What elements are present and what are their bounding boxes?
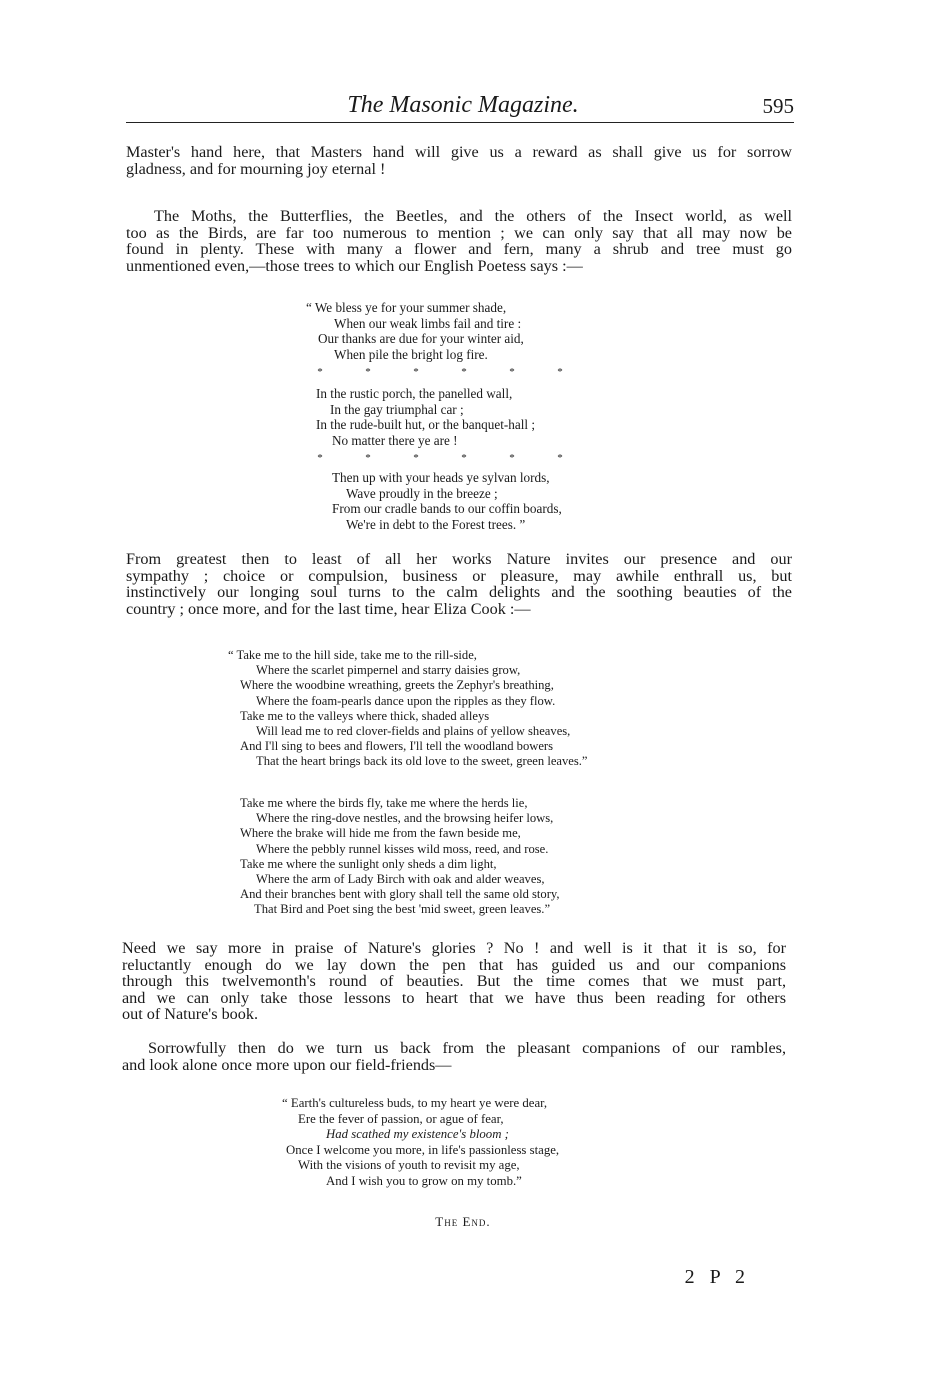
text-line: and look alone once more upon our field-friends— <box>122 1055 452 1074</box>
verse-line: That the heart brings back its old love to the sweet, green leaves.” <box>256 754 588 769</box>
verse-line: “ Earth's cultureless buds, to my heart ye were dear, <box>282 1096 548 1110</box>
star: * <box>509 366 515 378</box>
text-line: out of Nature's book. <box>122 1005 258 1023</box>
star: * <box>557 452 563 464</box>
header-rule <box>126 122 794 123</box>
text-line: and we can only take those lessons to heart that we have thus been reading for others <box>122 988 786 1007</box>
text-line: From greatest then to least of all her works Nature invites our presence and our <box>126 550 792 568</box>
page-number: 595 <box>762 94 794 118</box>
verse-line: Our thanks are due for your winter aid, <box>318 331 524 347</box>
verse-line: When pile the bright log fire. <box>334 346 488 362</box>
verse-line: In the rude-built hut, or the banquet-hall ; <box>316 417 535 433</box>
verse-line: Had scathed my existence's bloom ; <box>326 1127 509 1142</box>
verse-line: And I wish you to grow on my tomb.” <box>326 1173 522 1188</box>
verse-line: And I'll sing to bees and flowers, I'll tell the woodland bowers <box>240 739 554 754</box>
text-line: Master's hand here, that Masters hand will give us a reward as shall give us for sorrow <box>126 143 792 161</box>
star: * <box>365 452 371 464</box>
verse-line: Where the pebbly runnel kisses wild moss, reed, and rose. <box>256 841 549 856</box>
verse-line: Wave proudly in the breeze ; <box>346 485 498 501</box>
text-line: country ; once more, and for the last time, hear Eliza Cook :— <box>126 599 531 618</box>
verse-line: Then up with your heads ye sylvan lords, <box>332 470 550 485</box>
star: * <box>413 366 419 378</box>
star: * <box>557 366 563 378</box>
verse-line: In the gay triumphal car ; <box>330 401 464 417</box>
text-line: The Moths, the Butterflies, the Beetles, and the others of the Insect world, as well <box>154 207 792 225</box>
verse-line: Will lead me to red clover-fields and plains of yellow sheaves, <box>256 724 571 739</box>
star-separator <box>296 452 584 464</box>
paragraph-5 <box>122 1040 786 1073</box>
verse-line: From our cradle bands to our coffin boards, <box>332 501 562 517</box>
text-line: sympathy ; choice or compulsion, business or pleasure, may awhile enthrall us, but <box>126 566 792 585</box>
verse-line: We're in debt to the Forest trees. ” <box>346 516 526 532</box>
text-line: reluctantly enough do we lay down the pen that has guided us and our companions <box>122 955 786 974</box>
running-title: The Masonic Magazine. <box>347 92 579 118</box>
verse-line: Where the woodbine wreathing, greets the Zephyr's breathing, <box>240 678 554 693</box>
verse-line: And their branches bent with glory shall tell the same old story, <box>240 887 560 902</box>
verse-line: In the rustic porch, the panelled wall, <box>316 386 513 401</box>
text-line: gladness, and for mourning joy eternal ! <box>126 159 386 178</box>
text-line: through this twelvemonth's round of beauties. But the time comes that we must part, <box>122 972 786 990</box>
printer-signature: 2 P 2 <box>684 1266 750 1288</box>
verse-line: Take me where the sunlight only sheds a dim light, <box>240 856 497 871</box>
star: * <box>461 452 467 464</box>
verse-line: Once I welcome you more, in life's passionless stage, <box>286 1142 560 1157</box>
verse-line: “ Take me to the hill side, take me to the rill-side, <box>228 648 477 662</box>
star: * <box>365 366 371 378</box>
verse-line: Where the foam-pearls dance upon the ripples as they flow. <box>256 693 556 708</box>
verse-line: When our weak limbs fail and tire : <box>334 315 522 331</box>
text-line: too as the Birds, are far too numerous to mention ; we can only say that all may now be <box>126 223 792 242</box>
verse-line: Where the scarlet pimpernel and starry daisies grow, <box>256 663 521 678</box>
paragraph-4 <box>122 940 786 1023</box>
star: * <box>317 452 323 464</box>
the-end: The End. <box>435 1214 491 1229</box>
text-line: instinctively our longing soul turns to the calm delights and the soothing beauties of the <box>126 583 792 601</box>
verse-line: Ere the fever of passion, or ague of fear, <box>298 1111 504 1126</box>
verse-line: Where the arm of Lady Birch with oak and alder weaves, <box>256 872 545 887</box>
verse-line: With the visions of youth to revisit my age, <box>298 1158 520 1173</box>
star: * <box>509 452 515 464</box>
star-separator <box>296 366 584 378</box>
paragraph-3 <box>126 551 792 617</box>
poem-stanza <box>306 300 524 362</box>
poem-stanza <box>282 1096 559 1190</box>
text-line: unmentioned even,—those trees to which our English Poetess says :— <box>126 256 583 275</box>
verse-line: “ We bless ye for your summer shade, <box>306 300 507 315</box>
paragraph-2 <box>126 208 792 274</box>
poem-stanza <box>228 648 588 770</box>
verse-line: Where the ring-dove nestles, and the browsing heifer lows, <box>256 811 554 826</box>
text-line: Sorrowfully then do we turn us back from the pleasant companions of our rambles, <box>148 1039 786 1057</box>
star: * <box>413 452 419 464</box>
paragraph-1 <box>126 144 792 177</box>
poem-stanza <box>240 796 560 918</box>
text-line: found in plenty. These with many a flower and fern, many a shrub and tree must go <box>126 240 792 258</box>
verse-line: That Bird and Poet sing the best 'mid sweet, green leaves.” <box>254 902 551 917</box>
verse-line: Take me to the valleys where thick, shaded alleys <box>240 708 490 723</box>
star: * <box>317 366 323 378</box>
poem-stanza <box>316 386 535 448</box>
text-line: Need we say more in praise of Nature's glories ? No ! and well is it that it is so, for <box>122 939 786 957</box>
verse-line: Take me where the birds fly, take me where the herds lie, <box>240 796 528 810</box>
verse-line: No matter there ye are ! <box>332 432 458 448</box>
verse-line: Where the brake will hide me from the fawn beside me, <box>240 826 521 841</box>
star: * <box>461 366 467 378</box>
poem-stanza <box>332 470 562 532</box>
